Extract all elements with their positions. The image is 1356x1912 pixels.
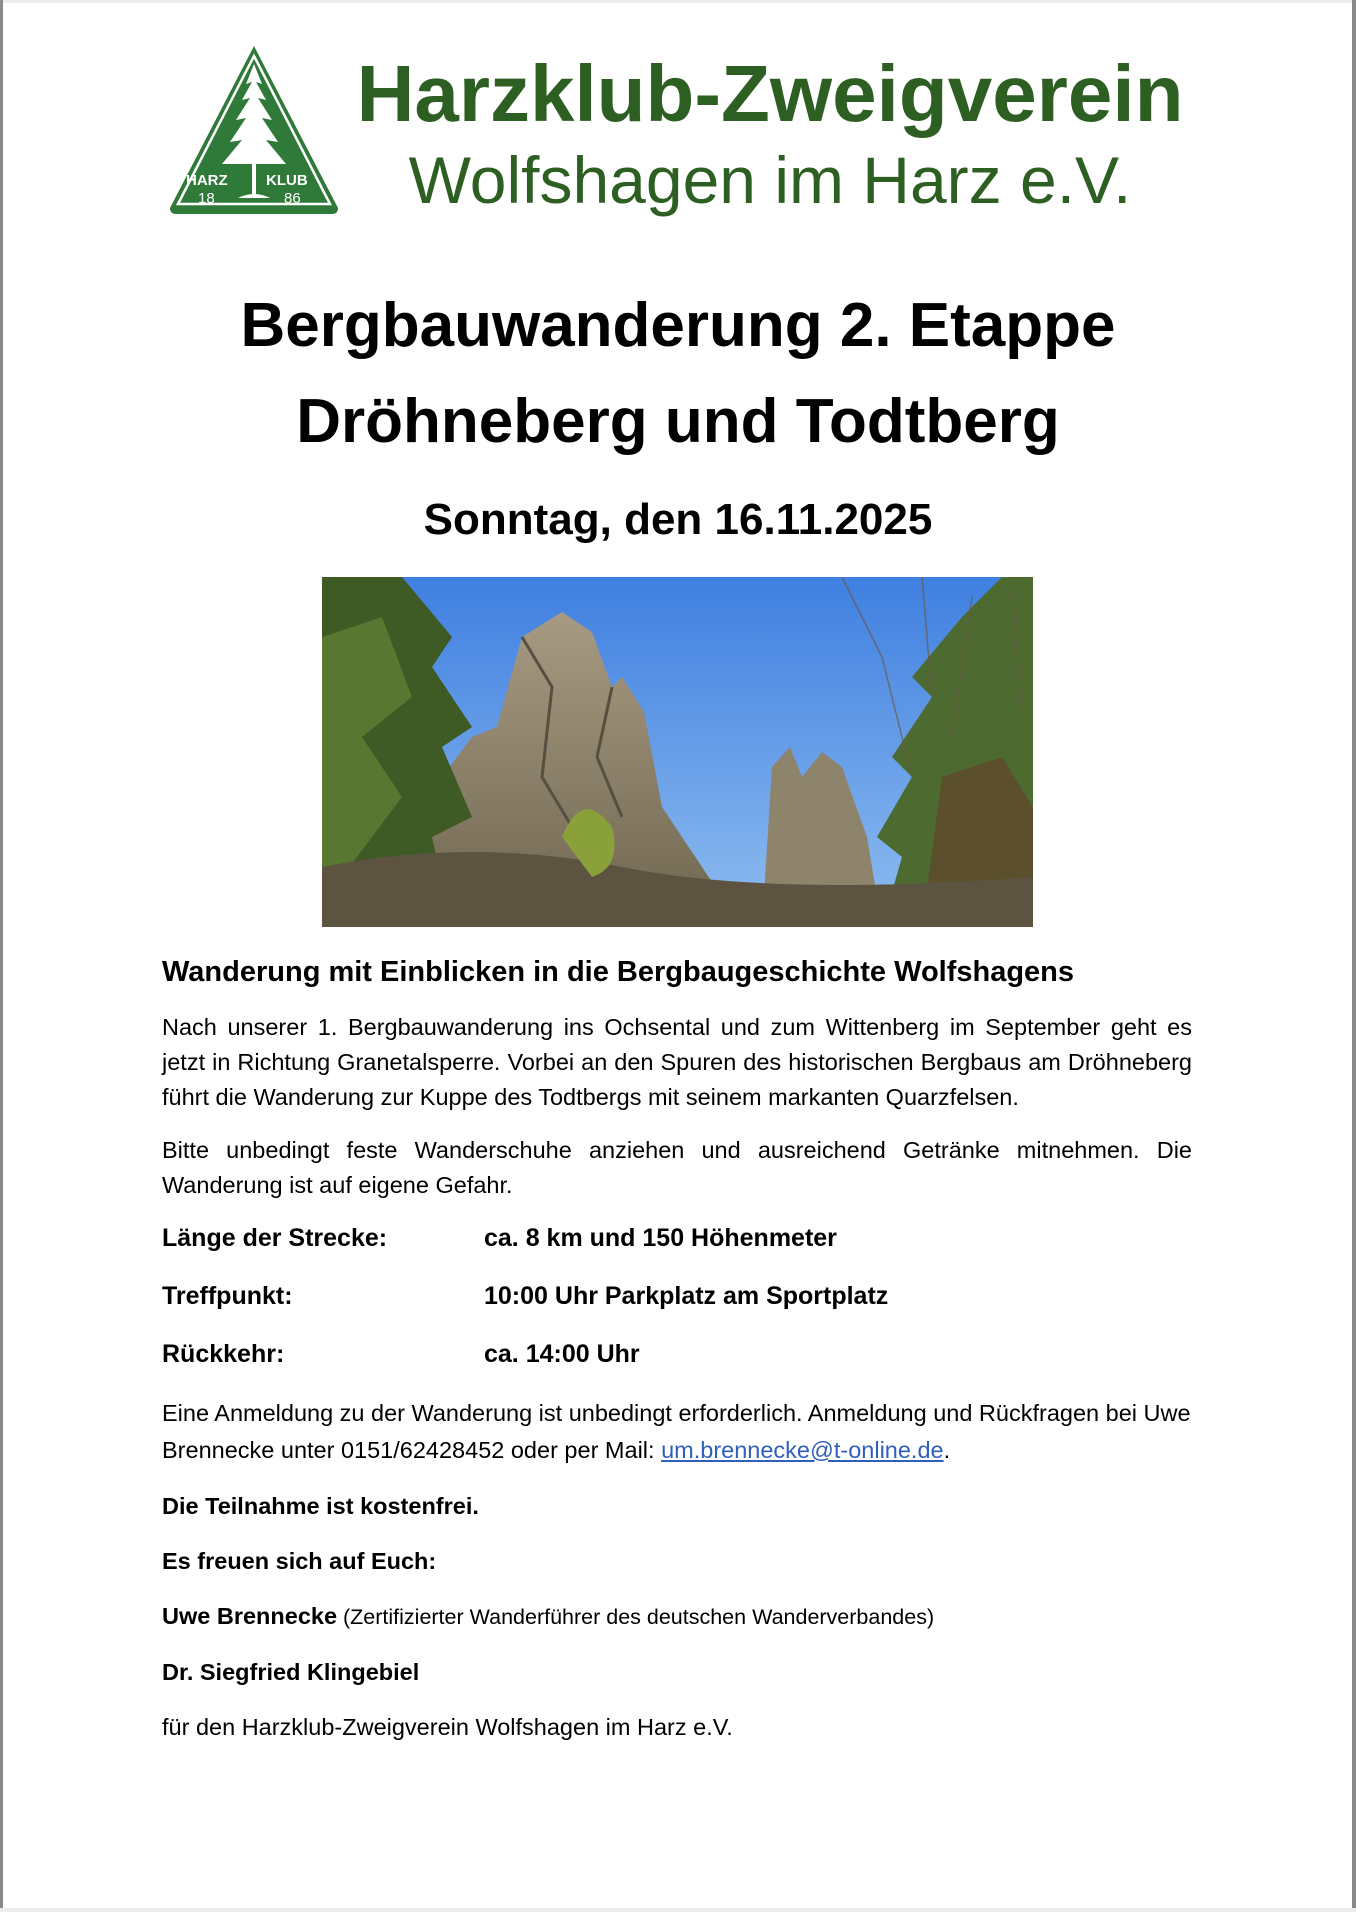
page-top-edge [0, 0, 1356, 3]
intro-paragraph: Nach unserer 1. Bergbauwanderung ins Ochsental und zum Wittenberg im September geht es jetzt in Richtung Granetalsperre. Vorbei an den Spuren des historischen Bergbaus am Dröhneberg führt die Wanderung zur Kuppe des Todtbergs mit seinem markanten Quarzfelsen. [162, 1014, 1192, 1110]
info-value: 10:00 Uhr Parkplatz am Sportplatz [484, 1282, 889, 1310]
logo-text-18: 18 [198, 190, 215, 207]
safety-paragraph: Bitte unbedingt feste Wanderschuhe anziehen und ausreichend Getränke mitnehmen. Die Wanderung ist auf eigene Gefahr. [162, 1137, 1192, 1198]
registration-end: . [943, 1437, 951, 1463]
info-label: Rückkehr: [162, 1340, 285, 1368]
org-name: Harzklub-Zweigverein [356, 49, 1184, 138]
registration-text: Eine Anmeldung zu der Wanderung ist unbedingt erforderlich. Anmeldung und Rückfragen bei Uwe Brennecke unter 0151/62428452 oder per Mail: [162, 1400, 1191, 1463]
info-row-meeting-point [162, 1279, 1192, 1314]
logo-text-klub: KLUB [266, 172, 308, 189]
event-title-line1: Bergbauwanderung 2. Etappe [240, 291, 1116, 360]
info-value: ca. 14:00 Uhr [484, 1340, 640, 1368]
info-row-length [162, 1221, 1192, 1256]
info-label: Treffpunkt: [162, 1282, 293, 1310]
rock-photo [322, 577, 1033, 927]
event-date: Sonntag, den 16.11.2025 [423, 495, 933, 544]
org-location: Wolfshagen im Harz e.V. [408, 143, 1132, 217]
guide1-note: (Zertifizierter Wanderführer des deutschen Wanderverbandes) [337, 1605, 935, 1629]
greeting: Es freuen sich auf Euch: [162, 1548, 437, 1574]
page-bottom-edge [0, 1908, 1356, 1912]
info-value: ca. 8 km und 150 Höhenmeter [484, 1224, 837, 1252]
logo-text-harz: HARZ [186, 172, 228, 189]
info-label: Länge der Strecke: [162, 1224, 388, 1252]
guide1 [162, 1599, 1192, 1635]
registration-paragraph [162, 1395, 1192, 1469]
email-link[interactable]: um.brennecke@t-online.de [661, 1437, 944, 1463]
info-row-return [162, 1337, 1192, 1372]
section-heading: Wanderung mit Einblicken in die Bergbaugeschichte Wolfshagens [162, 956, 1075, 988]
free-note: Die Teilnahme ist kostenfrei. [162, 1493, 479, 1519]
event-title-line2: Dröhneberg und Todtberg [296, 387, 1060, 456]
harzklub-logo-icon [166, 42, 342, 218]
guide2-name: Dr. Siegfried Klingebiel [162, 1659, 420, 1685]
signoff: für den Harzklub-Zweigverein Wolfshagen im Harz e.V. [162, 1714, 733, 1740]
body-content [162, 952, 1192, 1765]
logo-text-86: 86 [284, 190, 301, 207]
guide1-name: Uwe Brennecke [162, 1603, 338, 1629]
